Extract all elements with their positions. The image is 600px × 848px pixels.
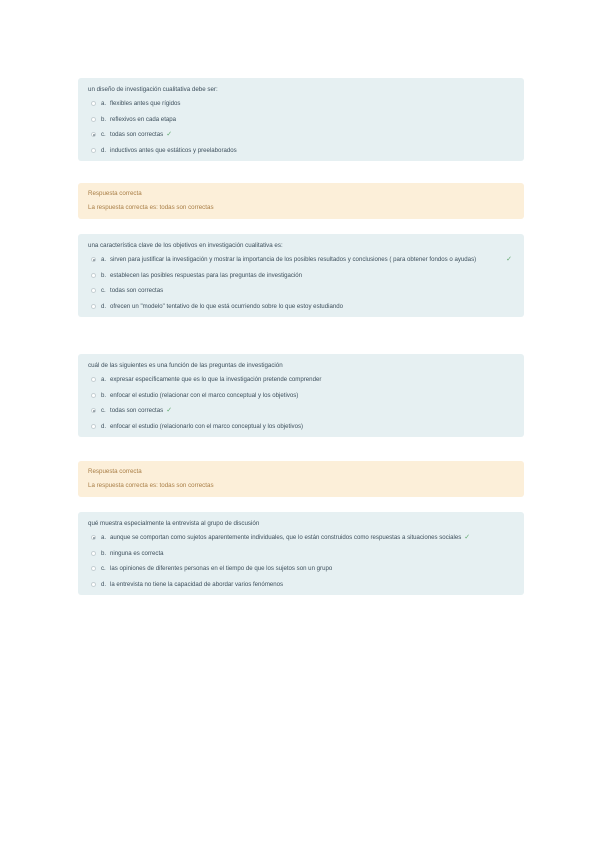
option-letter: b.: [101, 115, 107, 123]
option-text: sirven para justificar la investigación y mostrar la importancia de los posibles resultados y conclusiones ( para obtener fondos o ayudas): [110, 256, 477, 263]
question-text: un diseño de investigación cualitativa debe ser:: [88, 86, 218, 93]
option-text: establecen las posibles respuestas para las preguntas de investigación: [110, 271, 303, 279]
radio-button[interactable]: [91, 424, 96, 429]
check-icon: ✓: [166, 407, 173, 415]
radio-button[interactable]: [91, 148, 96, 153]
radio-button[interactable]: [91, 117, 96, 122]
answer-option[interactable]: [88, 147, 514, 155]
answer-option[interactable]: [88, 116, 514, 124]
option-text: todas son correctas: [110, 131, 164, 139]
radio-button-selected[interactable]: [91, 408, 96, 413]
answer-option[interactable]: [88, 565, 514, 573]
radio-button-selected[interactable]: [91, 257, 96, 262]
radio-button[interactable]: [91, 304, 96, 309]
answer-option[interactable]: [88, 423, 514, 431]
option-letter: c.: [101, 407, 106, 415]
question-card-3: [78, 354, 524, 437]
option-letter: d.: [101, 581, 107, 589]
answer-option[interactable]: [88, 131, 514, 139]
option-text: las opiniones de diferentes personas en el tiempo de que los sujetos son un grupo: [110, 565, 333, 573]
option-text: enfocar el estudio (relacionar con el marco conceptual y los objetivos): [110, 391, 299, 399]
radio-button-selected[interactable]: [91, 132, 96, 137]
option-text: enfocar el estudio (relacionarlo con el marco conceptual y los objetivos): [110, 423, 304, 431]
check-icon: ✓: [464, 534, 471, 541]
question-text: qué muestra especialmente la entrevista al grupo de discusión: [88, 520, 260, 527]
option-text: ofrecen un "modelo" tentativo de lo que está ocurriendo sobre lo que estoy estudiando: [110, 303, 343, 311]
question-text: cuál de las siguientes es una función de las preguntas de investigación: [88, 362, 283, 369]
option-text: reflexivos en cada etapa: [110, 115, 177, 123]
question-text: una característica clave de los objetivos en investigación cualitativa es:: [88, 242, 283, 249]
answer-option[interactable]: [88, 392, 514, 400]
option-text: la entrevista no tiene la capacidad de abordar varios fenómenos: [110, 581, 284, 589]
answer-option[interactable]: [88, 287, 514, 295]
feedback-title: Respuesta correcta: [88, 190, 142, 197]
radio-button[interactable]: [91, 288, 96, 293]
option-text: flexibles antes que rígidos: [110, 100, 181, 107]
option-text: expresar específicamente que es lo que la investigación pretende comprender: [110, 376, 322, 383]
option-letter: d.: [101, 147, 107, 155]
feedback-text: La respuesta correcta es: todas son correctas: [88, 204, 214, 211]
radio-button[interactable]: [91, 582, 96, 587]
feedback-box-2: [78, 461, 524, 497]
radio-button[interactable]: [91, 566, 96, 571]
question-card-1: [78, 78, 524, 161]
option-letter: b.: [101, 271, 107, 279]
answer-option[interactable]: [88, 550, 514, 558]
option-letter: d.: [101, 423, 107, 431]
answer-option[interactable]: [88, 534, 514, 542]
option-text: todas son correctas: [110, 407, 164, 415]
answer-option[interactable]: [88, 272, 514, 280]
option-letter: c.: [101, 131, 106, 139]
answer-option[interactable]: [88, 376, 514, 384]
check-icon: ✓: [506, 256, 512, 263]
option-letter: a.: [101, 256, 107, 263]
answer-option[interactable]: [88, 581, 514, 589]
option-letter: a.: [101, 376, 107, 383]
feedback-text: La respuesta correcta es: todas son correctas: [88, 482, 214, 489]
option-text: aunque se comportan como sujetos aparentemente individuales, que lo están construidos como respuestas a situaciones sociales: [110, 534, 462, 541]
option-text: todas son correctas: [110, 287, 164, 295]
option-letter: a.: [101, 534, 107, 541]
question-card-4: [78, 512, 524, 595]
option-letter: b.: [101, 549, 107, 557]
feedback-title: Respuesta correcta: [88, 468, 142, 475]
radio-button[interactable]: [91, 273, 96, 278]
option-text: ninguna es correcta: [110, 549, 164, 557]
radio-button[interactable]: [91, 393, 96, 398]
option-letter: d.: [101, 303, 107, 311]
radio-button[interactable]: [91, 101, 96, 106]
radio-button[interactable]: [91, 377, 96, 382]
radio-button-selected[interactable]: [91, 535, 96, 540]
feedback-box-1: [78, 183, 524, 219]
question-card-2: [78, 234, 524, 317]
option-letter: c.: [101, 287, 106, 295]
check-icon: ✓: [166, 131, 173, 139]
answer-option[interactable]: [88, 256, 514, 264]
answer-option[interactable]: [88, 100, 514, 108]
option-text: inductivos antes que estáticos y preelaborados: [110, 147, 237, 155]
option-letter: c.: [101, 565, 106, 573]
answer-option[interactable]: [88, 303, 514, 311]
answer-option[interactable]: [88, 407, 514, 415]
radio-button[interactable]: [91, 551, 96, 556]
option-letter: b.: [101, 391, 107, 399]
option-letter: a.: [101, 100, 107, 107]
